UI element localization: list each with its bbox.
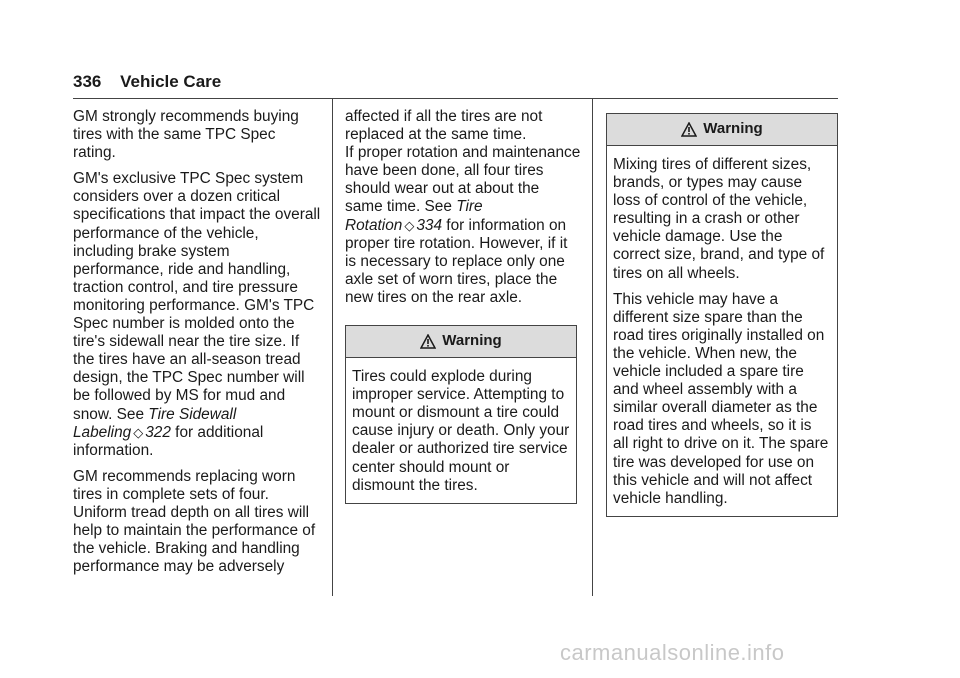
paragraph: affected if all the tires are not replaced at the same time. xyxy=(345,108,543,144)
section-title: Vehicle Care xyxy=(120,72,222,91)
text: GM's exclusive TPC Spec system considers over a dozen critical specifications that impact the overall performance of the vehicle, including brake system performance, ride and handling, traction control, and tire pressure monitoring performance. GM's TPC Spec number is molded onto the tire's sidewall near the tire size. If the tires have an all-season tread design, the TPC Spec number will be followed by MS for mud and snow. See xyxy=(73,170,321,423)
xref-page[interactable]: 334 xyxy=(416,216,443,234)
warning-header xyxy=(346,326,576,358)
header-rule xyxy=(73,98,838,99)
page-number: 336 xyxy=(73,72,102,91)
column-divider-1 xyxy=(332,99,333,596)
paragraph xyxy=(345,144,581,307)
watermark: carmanualsonline.info xyxy=(560,640,785,665)
column-3 xyxy=(606,113,839,517)
warning-box xyxy=(606,113,838,517)
warning-body xyxy=(346,358,576,503)
warning-body xyxy=(607,146,837,516)
warning-header xyxy=(607,114,837,146)
warning-triangle-icon xyxy=(420,334,436,349)
warning-box xyxy=(345,325,577,504)
text: for information on proper tire rotation. However, if it is necessary to replace only one axle set of worn tires, place the new tires on the rear axle. xyxy=(345,216,568,306)
text: for additional information. xyxy=(73,423,264,459)
paragraph: Tires could explode during improper service. Attempting to mount or dismount a tire could cause injury or death. Only your dealer or authorized tire service center should mount or dismount the tires. xyxy=(352,368,570,494)
paragraph xyxy=(73,170,321,460)
xref-arrow-icon: ◇ xyxy=(133,424,144,440)
warning-triangle-icon xyxy=(681,122,697,137)
paragraph: This vehicle may have a different size spare than the road tires originally installed on the vehicle. When new, the vehicle included a spare tire and wheel assembly with a similar overall diameter as the road tires and wheels, so it is all right to drive on it. The spare tire was developed for use on this vehicle and will not affect vehicle handling. xyxy=(613,290,829,507)
paragraph: GM recommends replacing worn tires in complete sets of four. Uniform tread depth on all tires will help to maintain the performance of the vehicle. Braking and handling performance may be adversely xyxy=(73,467,316,576)
paragraph: Mixing tires of different sizes, brands, or types may cause loss of control of the vehicle, resulting in a crash or other vehicle damage. Use the correct size, brand, and type of tires on all wheels. xyxy=(613,156,825,282)
column-divider-2 xyxy=(592,99,593,596)
column-1 xyxy=(73,108,321,576)
xref-link[interactable]: Tire Sidewall Labeling xyxy=(73,405,237,441)
text: If proper rotation and maintenance have been done, all four tires should wear out at about the same time. See xyxy=(345,144,581,216)
column-2 xyxy=(345,108,581,504)
warning-title: Warning xyxy=(442,332,502,350)
warning-title: Warning xyxy=(703,120,763,138)
xref-arrow-icon: ◇ xyxy=(404,217,415,233)
xref-link[interactable]: Tire Rotation xyxy=(345,198,483,234)
page-header xyxy=(73,72,221,92)
paragraph: GM strongly recommends buying tires with the same TPC Spec rating. xyxy=(73,108,299,162)
xref-page[interactable]: 322 xyxy=(145,423,171,441)
